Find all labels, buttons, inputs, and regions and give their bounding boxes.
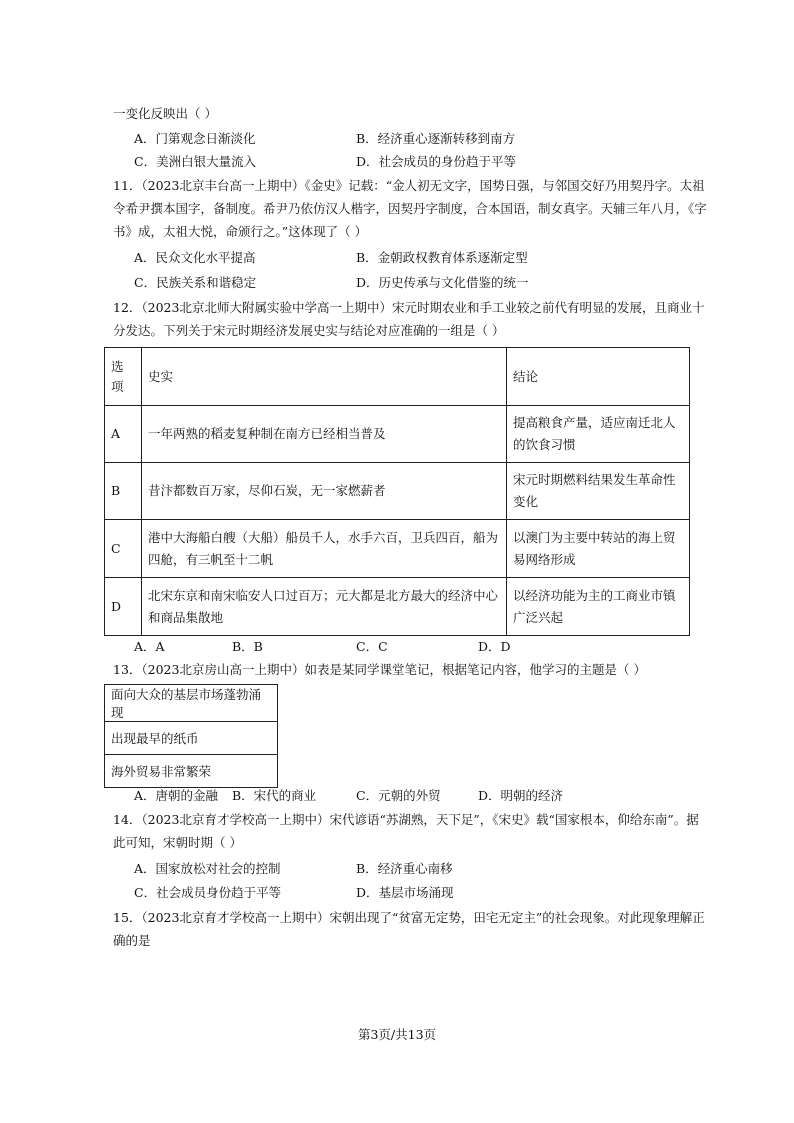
row-conclusion: 以澳门为主要中转站的海上贸易网络形成 [507,520,690,578]
q14-option-a: A．国家放松对社会的控制 [134,861,281,876]
q12-option-d: D．D [478,639,511,654]
row-option: D [105,578,142,636]
q10-option-c: C．美洲白银大量流入 [134,154,257,169]
header-option: 选 项 [105,348,142,406]
q13-option-a: A．唐朝的金融 [134,788,219,803]
table-row [105,722,278,755]
q10-option-d: D．社会成员的身份趋于平等 [356,154,517,169]
q13-stem: 13．（2023北京房山高一上期中）如表是某同学课堂笔记，根据笔记内容，他学习的主题是（ ） [113,662,646,677]
q10-stem-continuation: 一变化反映出（ ） [113,106,217,121]
row-conclusion: 宋元时期燃料结果发生革命性变化 [507,463,690,520]
row-option: C [105,520,142,578]
row-fact: 一年两熟的稻麦复种制在南方已经相当普及 [142,406,507,463]
table-row [105,685,278,722]
q10-option-a: A．门第观念日渐淡化 [134,131,256,146]
q11-stem-line-2: 令希尹撰本国字，备制度。希尹乃依仿汉人楷字，因契丹字制度，合本国语，制女真字。天辅三年八月，《字 [113,201,707,216]
table-header-row [105,348,690,406]
row-fact: 港中大海船白艘（大船）船员千人，水手六百，卫兵四百，船为四舱，有三帆至十二帆 [142,520,507,578]
table-row [105,520,690,578]
q12-option-c: C．C [356,639,388,654]
row-conclusion: 提高粮食产量，适应南迁北人的饮食习惯 [507,406,690,463]
note-cell: 面向大众的基层市场蓬勃涌现 [105,685,278,722]
q14-option-c: C．社会成员身份趋于平等 [134,885,282,900]
q11-option-c: C．民族关系和谐稳定 [134,275,257,290]
q12-stem-line-1: 12．（2023北京北师大附属实验中学高一上期中）宋元时期农业和手工业较之前代有明显的发展，且商业十 [113,300,705,315]
q12-option-b: B．B [232,639,263,654]
q15-stem-line-2: 确的是 [113,933,151,948]
q13-option-d: D．明朝的经济 [478,788,564,803]
table-row [105,406,690,463]
q14-option-d: D．基层市场涌现 [356,885,454,900]
q11-stem-line-3: 书》成，太祖大悦，命颁行之。”这体现了（ ） [113,224,368,239]
header-fact: 史实 [142,348,507,406]
table-row [105,578,690,636]
q13-notes-table [104,684,278,788]
q15-stem-line-1: 15．（2023北京育才学校高一上期中）宋朝出现了“贫富无定势，田宅无定主”的社会现象。对此现象理解正 [113,910,705,925]
q11-option-b: B．金朝政权教育体系逐渐定型 [356,250,528,265]
q14-stem-line-1: 14．（2023北京育才学校高一上期中）宋代谚语“苏湖熟，天下足”，《宋史》载“国家根本，仰给东南”。据 [113,812,699,827]
q12-stem-line-2: 分发达。下列关于宋元时期经济发展史实与结论对应准确的一组是（ ） [113,323,505,338]
q14-option-b: B．经济重心南移 [356,861,453,876]
row-conclusion: 以经济功能为主的工商业市镇广泛兴起 [507,578,690,636]
table-row [105,755,278,788]
row-option: A [105,406,142,463]
header-conclusion: 结论 [507,348,690,406]
note-cell: 出现最早的纸币 [105,722,278,755]
q11-stem-line-1: 11．（2023北京丰台高一上期中）《金史》记载：“金人初无文字，国势日强，与邻国交好乃用契丹字。太祖 [113,178,705,193]
q13-option-c: C．元朝的外贸 [356,788,441,803]
row-fact: 北宋东京和南宋临安人口过百万；元大都是北方最大的经济中心和商品集散地 [142,578,507,636]
q12-option-a: A．A [134,639,165,654]
q11-option-a: A．民众文化水平提高 [134,250,256,265]
row-fact: 昔汴都数百万家，尽仰石炭，无一家燃薪者 [142,463,507,520]
q11-option-d: D．历史传承与文化借鉴的统一 [356,275,529,290]
note-cell: 海外贸易非常繁荣 [105,755,278,788]
q14-stem-line-2: 此可知，宋朝时期（ ） [113,835,242,850]
q10-option-b: B．经济重心逐渐转移到南方 [356,131,516,146]
table-row [105,463,690,520]
q12-table [104,347,690,636]
q13-option-b: B．宋代的商业 [232,788,317,803]
row-option: B [105,463,142,520]
page-number: 第3页/共13页 [357,1027,437,1042]
